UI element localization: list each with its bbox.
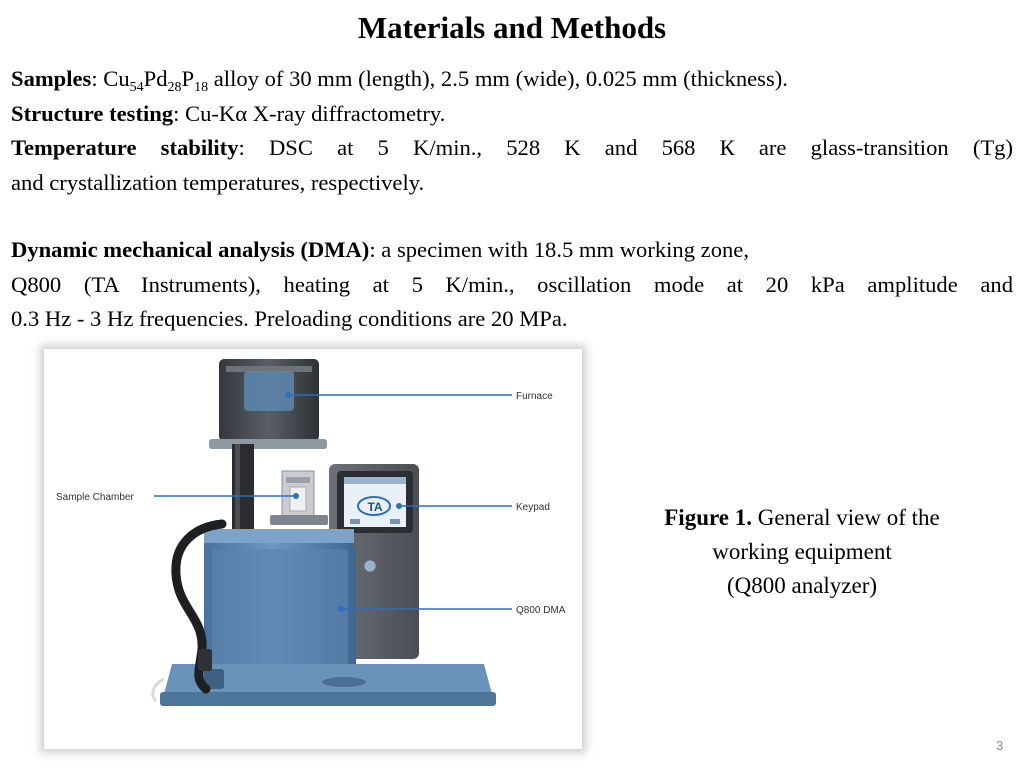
equipment-photo xyxy=(44,349,582,749)
figure-caption xyxy=(622,501,982,603)
label-q800: Q800 DMA xyxy=(516,605,566,616)
alloy-index-pd: 28 xyxy=(167,80,182,95)
samples-separator: : xyxy=(91,66,98,91)
label-sample-chamber: Sample Chamber xyxy=(56,492,134,503)
temperature-text: : DSC at 5 K/min., 528 K and 568 К are glass-transition (Tg) xyxy=(238,135,1013,160)
slide-title: Materials and Methods xyxy=(357,10,667,45)
page-number: 3 xyxy=(996,738,1004,753)
dma-paragraph xyxy=(11,233,1013,337)
structure-label: Structure testing xyxy=(11,100,174,126)
dma-text: : a specimen with 18.5 mm working zone, xyxy=(369,237,749,262)
caption-text-1: General view of the xyxy=(751,505,940,530)
temperature-line xyxy=(11,131,1013,166)
dma-line-2: Q800 (TA Instruments), heating at 5 K/min., oscillation mode at 20 kPa amplitude and xyxy=(11,271,1013,297)
temperature-label: Temperature stability xyxy=(11,135,239,160)
samples-line xyxy=(11,62,1013,97)
alloy-element-pd: Pd xyxy=(143,66,168,91)
label-furnace: Furnace xyxy=(516,391,553,402)
q800-illustration xyxy=(44,349,582,749)
structure-text: : Cu-Kα X-ray diffractometry. xyxy=(173,100,446,126)
furnace-base-plate xyxy=(209,439,327,449)
label-keypad: Keypad xyxy=(516,502,550,513)
temperature-line-2: and crystallization temperatures, respectively. xyxy=(11,169,425,195)
caption-line-2: working equipment xyxy=(712,539,892,564)
alloy-index-p: 18 xyxy=(194,80,209,95)
alloy-element-cu: Cu xyxy=(103,66,130,91)
caption-line-1 xyxy=(622,501,982,535)
structure-line xyxy=(11,97,1013,132)
screen-logo: TA xyxy=(367,500,383,514)
methods-paragraph xyxy=(11,62,1013,200)
samples-label: Samples xyxy=(11,66,92,91)
dma-line-1 xyxy=(11,233,1013,268)
samples-text: alloy of 30 mm (length), 2.5 mm (wide), 0.025 mm (thickness). xyxy=(208,66,788,91)
alloy-index-cu: 54 xyxy=(129,80,144,95)
caption-line-3: (Q800 analyzer) xyxy=(726,573,878,598)
alloy-element-p: P xyxy=(181,66,195,91)
dma-line-3: 0.3 Hz - 3 Hz frequencies. Preloading conditions are 20 MPa. xyxy=(11,306,568,331)
dma-label: Dynamic mechanical analysis (DMA) xyxy=(11,237,370,262)
caption-figure-number: Figure 1. xyxy=(664,505,752,530)
